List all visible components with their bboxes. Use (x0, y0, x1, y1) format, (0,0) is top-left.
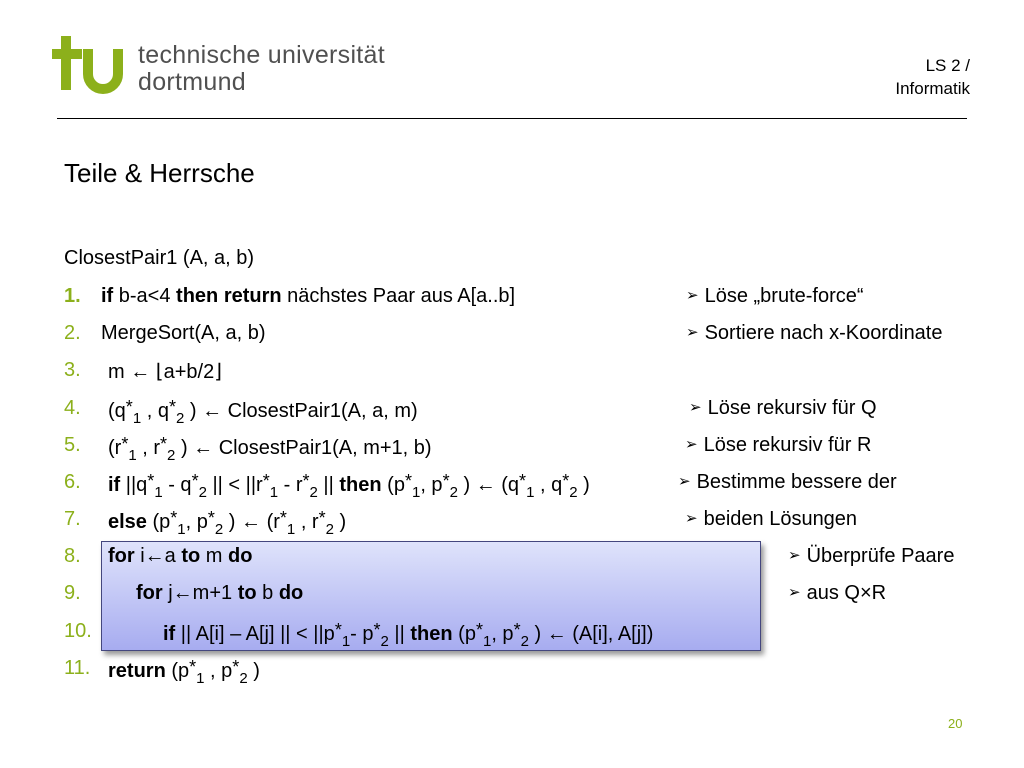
department-label (895, 54, 970, 100)
arrow-bullet-icon: ➢ (685, 510, 698, 527)
line-number: 7. (64, 508, 81, 530)
line-number: 9. (64, 582, 81, 604)
university-name (138, 42, 385, 96)
arrow-bullet-icon: ➢ (678, 473, 691, 490)
header-divider (57, 118, 967, 119)
university-line1: technische universität (138, 41, 386, 69)
tu-logo-icon (52, 32, 124, 94)
arrow-bullet-icon: ➢ (686, 324, 699, 341)
code-line-10: if || A[i] – A[j] || < $||p*_1-$ $p*_2$ || then ($p*_1$, $p*_2$ ) ← (A[i], A[j]) (163, 620, 654, 650)
code-line-2: MergeSort(A, a, b) (101, 322, 266, 344)
arrow-bullet-icon: ➢ (788, 584, 801, 601)
line-number: 6. (64, 471, 81, 493)
hint-1: ➢ Löse „brute-force“ (686, 285, 864, 307)
code-line-5: ($r*_1$ , $r*_2$ ) ← ClosestPair1(A, m+1, b) (108, 434, 432, 464)
hint-7: ➢ beiden Lösungen (685, 508, 858, 530)
arrow-bullet-icon: ➢ (686, 287, 699, 304)
arrow-bullet-icon: ➢ (788, 547, 801, 564)
dept-line1: LS 2 / (925, 56, 970, 75)
slide-title: Teile & Herrsche (64, 158, 255, 188)
code-line-3: m ← ⌊a+b/2⌋ (108, 361, 222, 383)
line-number: 3. (64, 359, 81, 381)
university-line2: dortmund (138, 68, 247, 96)
code-line-6: if $||q*_1 - q*_2$ || < $||r*_1 - r*_2$ || then ($p*_1$, $p*_2$ ) ← ($q*_1$ , $q*_2$ ) (108, 471, 590, 501)
line-number: 10. (64, 620, 92, 642)
line-number: 4. (64, 397, 81, 419)
hint-2: ➢ Sortiere nach x-Koordinate (686, 322, 943, 344)
hint-6: ➢ Bestimme bessere der (678, 471, 897, 493)
function-signature: ClosestPair1 (A, a, b) (64, 247, 255, 269)
line-number: 11. (64, 657, 91, 679)
arrow-bullet-icon: ➢ (685, 436, 698, 453)
code-line-8: for i←a to m do (108, 545, 253, 567)
line-number: 8. (64, 545, 81, 567)
line-number: 2. (64, 322, 81, 344)
hint-9: ➢ aus Q×R (788, 582, 887, 604)
hint-8: ➢ Überprüfe Paare (788, 545, 955, 567)
dept-line2: Informatik (895, 79, 970, 98)
line-number: 5. (64, 434, 81, 456)
code-line-1: if b-a<4 then return nächstes Paar aus A[a..b] (101, 285, 516, 307)
code-line-9: for j←m+1 to b do (136, 582, 304, 604)
code-line-7: else ($p*_1$, $p*_2$ ) ← ($r*_1$ , $r*_2$ ) (108, 508, 347, 538)
code-line-11: return ($p*_1$ , $p*_2$ ) (108, 657, 260, 687)
arrow-bullet-icon: ➢ (689, 399, 702, 416)
page-number: 20 (948, 716, 963, 731)
hint-4: ➢ Löse rekursiv für Q (689, 397, 877, 419)
hint-5: ➢ Löse rekursiv für R (685, 434, 872, 456)
line-number: 1. (64, 285, 81, 307)
code-line-4: ($q*_1$ , $q*_2$ ) ← ClosestPair1(A, a, m) (108, 397, 418, 427)
